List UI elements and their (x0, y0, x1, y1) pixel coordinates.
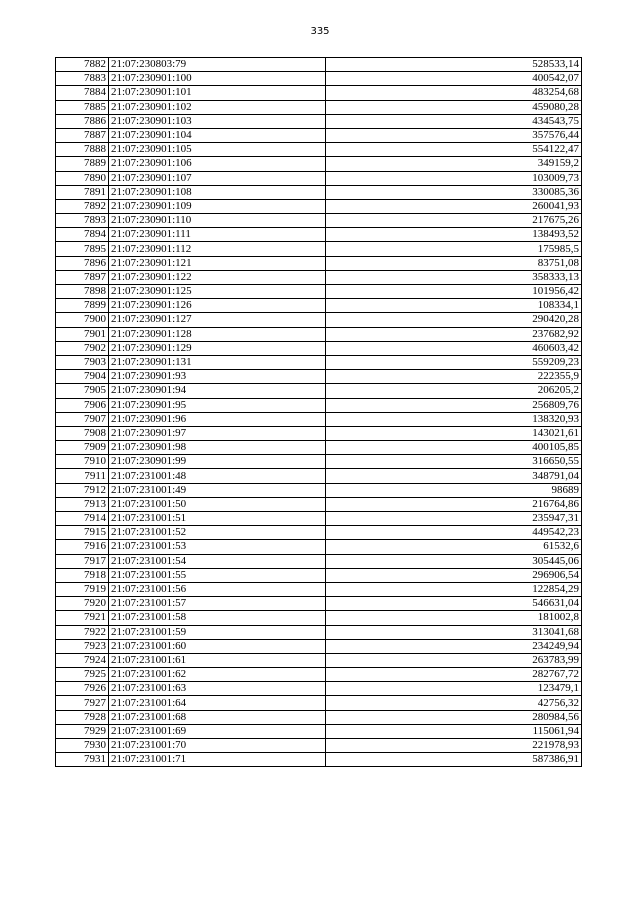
row-number-cell: 7929 (56, 724, 109, 738)
row-number-cell: 7886 (56, 114, 109, 128)
row-number-cell: 7915 (56, 526, 109, 540)
cadastral-number-cell: 21:07:231001:54 (109, 554, 326, 568)
cadastral-number-cell: 21:07:231001:56 (109, 582, 326, 596)
amount-cell: 546631,04 (326, 597, 582, 611)
row-number-cell: 7896 (56, 256, 109, 270)
cadastral-number-cell: 21:07:230901:109 (109, 199, 326, 213)
cadastral-number-cell: 21:07:230901:105 (109, 143, 326, 157)
table-row (56, 355, 582, 369)
row-number-cell: 7897 (56, 270, 109, 284)
table-row (56, 483, 582, 497)
amount-cell: 206205,2 (326, 384, 582, 398)
cadastral-number-cell: 21:07:230901:126 (109, 299, 326, 313)
amount-cell: 348791,04 (326, 469, 582, 483)
row-number-cell: 7930 (56, 739, 109, 753)
table-row (56, 313, 582, 327)
table-row (56, 653, 582, 667)
table-row (56, 512, 582, 526)
cadastral-number-cell: 21:07:230803:79 (109, 58, 326, 72)
row-number-cell: 7895 (56, 242, 109, 256)
cadastral-number-cell: 21:07:231001:51 (109, 512, 326, 526)
table-row (56, 710, 582, 724)
table-row (56, 171, 582, 185)
table-row (56, 582, 582, 596)
cadastral-number-cell: 21:07:231001:68 (109, 710, 326, 724)
cadastral-number-cell: 21:07:231001:61 (109, 653, 326, 667)
cadastral-number-cell: 21:07:231001:52 (109, 526, 326, 540)
row-number-cell: 7883 (56, 72, 109, 86)
row-number-cell: 7931 (56, 753, 109, 767)
row-number-cell: 7884 (56, 86, 109, 100)
amount-cell: 122854,29 (326, 582, 582, 596)
amount-cell: 316650,55 (326, 455, 582, 469)
row-number-cell: 7908 (56, 426, 109, 440)
table-row (56, 739, 582, 753)
table-row (56, 270, 582, 284)
row-number-cell: 7924 (56, 653, 109, 667)
amount-cell: 459080,28 (326, 100, 582, 114)
cadastral-number-cell: 21:07:231001:49 (109, 483, 326, 497)
amount-cell: 181002,8 (326, 611, 582, 625)
table-row (56, 469, 582, 483)
amount-cell: 358333,13 (326, 270, 582, 284)
cadastral-number-cell: 21:07:230901:106 (109, 157, 326, 171)
amount-cell: 260041,93 (326, 199, 582, 213)
amount-cell: 103009,73 (326, 171, 582, 185)
cadastral-number-cell: 21:07:231001:57 (109, 597, 326, 611)
table-row (56, 242, 582, 256)
table-row (56, 639, 582, 653)
amount-cell: 554122,47 (326, 143, 582, 157)
table-row (56, 597, 582, 611)
amount-cell: 222355,9 (326, 370, 582, 384)
amount-cell: 42756,32 (326, 696, 582, 710)
amount-cell: 349159,2 (326, 157, 582, 171)
amount-cell: 290420,28 (326, 313, 582, 327)
cadastral-number-cell: 21:07:231001:64 (109, 696, 326, 710)
cadastral-number-cell: 21:07:230901:99 (109, 455, 326, 469)
table-row (56, 568, 582, 582)
cadastral-number-cell: 21:07:230901:108 (109, 185, 326, 199)
table-row (56, 143, 582, 157)
row-number-cell: 7888 (56, 143, 109, 157)
table-row (56, 199, 582, 213)
amount-cell: 263783,99 (326, 653, 582, 667)
cadastral-number-cell: 21:07:230901:100 (109, 72, 326, 86)
table-row (56, 455, 582, 469)
row-number-cell: 7920 (56, 597, 109, 611)
amount-cell: 330085,36 (326, 185, 582, 199)
row-number-cell: 7905 (56, 384, 109, 398)
table-row (56, 554, 582, 568)
amount-cell: 434543,75 (326, 114, 582, 128)
amount-cell: 115061,94 (326, 724, 582, 738)
cadastral-number-cell: 21:07:230901:97 (109, 426, 326, 440)
cadastral-number-cell: 21:07:231001:63 (109, 682, 326, 696)
ledger-table (55, 57, 582, 767)
table-row (56, 625, 582, 639)
amount-cell: 528533,14 (326, 58, 582, 72)
table-row (56, 696, 582, 710)
table-row (56, 299, 582, 313)
row-number-cell: 7917 (56, 554, 109, 568)
table-row (56, 526, 582, 540)
table-row (56, 157, 582, 171)
amount-cell: 280984,56 (326, 710, 582, 724)
table-row (56, 540, 582, 554)
table-row (56, 370, 582, 384)
amount-cell: 221978,93 (326, 739, 582, 753)
table-row (56, 724, 582, 738)
cadastral-number-cell: 21:07:231001:58 (109, 611, 326, 625)
row-number-cell: 7885 (56, 100, 109, 114)
table-row (56, 398, 582, 412)
table-row (56, 128, 582, 142)
table-row (56, 58, 582, 72)
amount-cell: 217675,26 (326, 214, 582, 228)
amount-cell: 61532,6 (326, 540, 582, 554)
cadastral-number-cell: 21:07:230901:122 (109, 270, 326, 284)
row-number-cell: 7894 (56, 228, 109, 242)
row-number-cell: 7889 (56, 157, 109, 171)
cadastral-number-cell: 21:07:230901:102 (109, 100, 326, 114)
cadastral-number-cell: 21:07:230901:96 (109, 412, 326, 426)
cadastral-number-cell: 21:07:231001:62 (109, 668, 326, 682)
table-row (56, 611, 582, 625)
cadastral-number-cell: 21:07:230901:94 (109, 384, 326, 398)
row-number-cell: 7919 (56, 582, 109, 596)
amount-cell: 296906,54 (326, 568, 582, 582)
cadastral-number-cell: 21:07:230901:93 (109, 370, 326, 384)
amount-cell: 83751,08 (326, 256, 582, 270)
table-row (56, 256, 582, 270)
amount-cell: 400105,85 (326, 441, 582, 455)
cadastral-number-cell: 21:07:230901:103 (109, 114, 326, 128)
row-number-cell: 7887 (56, 128, 109, 142)
amount-cell: 357576,44 (326, 128, 582, 142)
cadastral-number-cell: 21:07:230901:101 (109, 86, 326, 100)
amount-cell: 108334,1 (326, 299, 582, 313)
row-number-cell: 7899 (56, 299, 109, 313)
table-row (56, 114, 582, 128)
cadastral-number-cell: 21:07:230901:125 (109, 285, 326, 299)
amount-cell: 234249,94 (326, 639, 582, 653)
table-row (56, 86, 582, 100)
table-row (56, 682, 582, 696)
row-number-cell: 7900 (56, 313, 109, 327)
table-row (56, 412, 582, 426)
cadastral-number-cell: 21:07:230901:112 (109, 242, 326, 256)
row-number-cell: 7904 (56, 370, 109, 384)
cadastral-number-cell: 21:07:231001:60 (109, 639, 326, 653)
row-number-cell: 7928 (56, 710, 109, 724)
table-row (56, 753, 582, 767)
table-row (56, 285, 582, 299)
row-number-cell: 7921 (56, 611, 109, 625)
amount-cell: 235947,31 (326, 512, 582, 526)
amount-cell: 460603,42 (326, 341, 582, 355)
amount-cell: 143021,61 (326, 426, 582, 440)
table-row (56, 441, 582, 455)
amount-cell: 559209,23 (326, 355, 582, 369)
cadastral-number-cell: 21:07:230901:110 (109, 214, 326, 228)
row-number-cell: 7882 (56, 58, 109, 72)
cadastral-number-cell: 21:07:231001:55 (109, 568, 326, 582)
amount-cell: 449542,23 (326, 526, 582, 540)
cadastral-number-cell: 21:07:231001:48 (109, 469, 326, 483)
amount-cell: 237682,92 (326, 327, 582, 341)
table-row (56, 384, 582, 398)
row-number-cell: 7898 (56, 285, 109, 299)
row-number-cell: 7901 (56, 327, 109, 341)
amount-cell: 400542,07 (326, 72, 582, 86)
row-number-cell: 7909 (56, 441, 109, 455)
amount-cell: 216764,86 (326, 497, 582, 511)
cadastral-number-cell: 21:07:230901:129 (109, 341, 326, 355)
table-row (56, 497, 582, 511)
cadastral-number-cell: 21:07:231001:53 (109, 540, 326, 554)
row-number-cell: 7906 (56, 398, 109, 412)
row-number-cell: 7927 (56, 696, 109, 710)
row-number-cell: 7923 (56, 639, 109, 653)
cadastral-number-cell: 21:07:231001:70 (109, 739, 326, 753)
row-number-cell: 7892 (56, 199, 109, 213)
cadastral-number-cell: 21:07:230901:131 (109, 355, 326, 369)
cadastral-number-cell: 21:07:231001:71 (109, 753, 326, 767)
row-number-cell: 7925 (56, 668, 109, 682)
amount-cell: 256809,76 (326, 398, 582, 412)
cadastral-number-cell: 21:07:230901:95 (109, 398, 326, 412)
cadastral-number-cell: 21:07:231001:50 (109, 497, 326, 511)
amount-cell: 175985,5 (326, 242, 582, 256)
amount-cell: 313041,68 (326, 625, 582, 639)
row-number-cell: 7914 (56, 512, 109, 526)
row-number-cell: 7922 (56, 625, 109, 639)
cadastral-number-cell: 21:07:230901:128 (109, 327, 326, 341)
cadastral-number-cell: 21:07:230901:127 (109, 313, 326, 327)
row-number-cell: 7916 (56, 540, 109, 554)
table-row (56, 327, 582, 341)
row-number-cell: 7903 (56, 355, 109, 369)
row-number-cell: 7907 (56, 412, 109, 426)
amount-cell: 98689 (326, 483, 582, 497)
page-number: 335 (310, 26, 330, 37)
table-row (56, 100, 582, 114)
cadastral-number-cell: 21:07:230901:121 (109, 256, 326, 270)
row-number-cell: 7926 (56, 682, 109, 696)
table-row (56, 426, 582, 440)
cadastral-number-cell: 21:07:230901:98 (109, 441, 326, 455)
ledger-body (56, 58, 582, 767)
amount-cell: 138493,52 (326, 228, 582, 242)
table-row (56, 214, 582, 228)
row-number-cell: 7912 (56, 483, 109, 497)
row-number-cell: 7910 (56, 455, 109, 469)
table-row (56, 185, 582, 199)
cadastral-number-cell: 21:07:230901:107 (109, 171, 326, 185)
amount-cell: 483254,68 (326, 86, 582, 100)
table-row (56, 668, 582, 682)
table-row (56, 72, 582, 86)
amount-cell: 305445,06 (326, 554, 582, 568)
row-number-cell: 7902 (56, 341, 109, 355)
amount-cell: 282767,72 (326, 668, 582, 682)
amount-cell: 138320,93 (326, 412, 582, 426)
row-number-cell: 7891 (56, 185, 109, 199)
cadastral-number-cell: 21:07:231001:59 (109, 625, 326, 639)
cadastral-number-cell: 21:07:230901:104 (109, 128, 326, 142)
row-number-cell: 7913 (56, 497, 109, 511)
row-number-cell: 7890 (56, 171, 109, 185)
table-row (56, 228, 582, 242)
amount-cell: 101956,42 (326, 285, 582, 299)
row-number-cell: 7893 (56, 214, 109, 228)
cadastral-number-cell: 21:07:231001:69 (109, 724, 326, 738)
cadastral-number-cell: 21:07:230901:111 (109, 228, 326, 242)
amount-cell: 123479,1 (326, 682, 582, 696)
row-number-cell: 7911 (56, 469, 109, 483)
amount-cell: 587386,91 (326, 753, 582, 767)
table-row (56, 341, 582, 355)
row-number-cell: 7918 (56, 568, 109, 582)
